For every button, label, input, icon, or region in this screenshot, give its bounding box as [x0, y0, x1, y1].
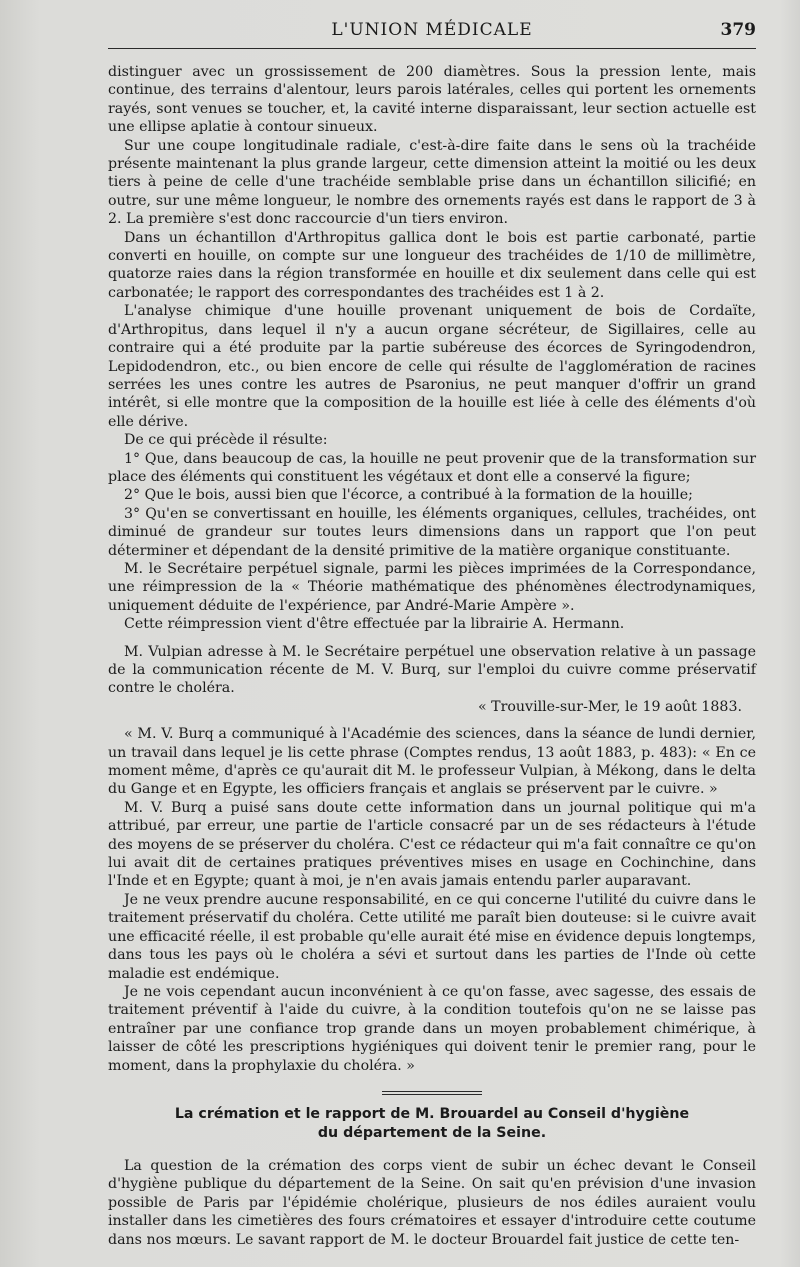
section-divider	[382, 1091, 482, 1095]
paragraph: La question de la crémation des corps vient de subir un échec devant le Conseil d'hygiène publique du département de la Seine. On sait qu'en prévision d'une invasion possible de Paris par l'épidémie cholérique, plusieurs de nos édiles auraient voulu installer dans les cimetières des fours crématoires et essayer d'introduire cette coutume dans nos mœurs. Le savant rapport de M. le docteur Brouardel fait justice de cette ten-	[108, 1157, 756, 1248]
paragraph: M. Vulpian adresse à M. le Secrétaire perpétuel une observation relative à un passage de la communication récente de M. V. Burq, sur l'emploi du cuivre comme préservatif contre le choléra.	[108, 643, 756, 697]
section-title-line: du département de la Seine.	[317, 1124, 547, 1141]
list-item: 2° Que le bois, aussi bien que l'écorce, a contribué à la formation de la houille;	[124, 487, 693, 504]
paragraph: Je ne vois cependant aucun inconvénient à ce qu'on fasse, avec sagesse, des essais de traitement préventif à l'aide du cuivre, à la condition toutefois qu'on ne se laisse pas entraîner par une confiance trop grande dans un moyen probablement chimérique, à laisser de côté les prescriptions hygiéniques qui doivent tenir le premier rang, pour le moment, dans la prophylaxie du choléra. »	[108, 983, 756, 1074]
section-title-line: La crémation et le rapport de M. Brouardel au Conseil d'hygiène	[174, 1105, 690, 1122]
paragraph: Cette réimpression vient d'être effectuée par la librairie A. Hermann.	[124, 616, 625, 633]
paragraph: De ce qui précède il résulte:	[124, 432, 328, 449]
list-item: 3° Qu'en se convertissant en houille, les éléments organiques, cellules, trachéides, ont diminué de grandeur sur toutes leurs dimensions dans un rapport que l'on peut déterminer et dépendant de la densité primitive de la matière organique constituante.	[108, 505, 756, 559]
page-number: 379	[720, 20, 756, 40]
paragraph: « M. V. Burq a communiqué à l'Académie des sciences, dans la séance de lundi dernier, un travail dans lequel je lis cette phrase (Comptes rendus, 13 août 1883, p. 483): « En ce moment même, d'après ce qu'aurait dit M. le professeur Vulpian, à Mékong, dans le delta du Gange et en Egypte, les officiers français et anglais se préservent par le cuivre. »	[108, 726, 756, 798]
paragraph: Dans un échantillon d'Arthropitus gallica dont le bois est partie carbonaté, partie converti en houille, on compte sur une longueur des trachéides de 1/10 de millimètre, quatorze raies dans la région transformée en houille et dix seulement dans celle qui est carbonatée; le rapport des correspondantes des trachéides est 1 à 2.	[108, 229, 756, 301]
paragraph: Sur une coupe longitudinale radiale, c'est-à-dire faite dans le sens où la trachéide présente maintenant la plus grande largeur, cette dimension atteint la moitié ou les deux tiers à peine de celle d'une trachéide semblable prise dans un échantillon silicifié; en outre, sur une même longueur, le nombre des ornements rayés est dans le rapport de 3 à 2. La première s'est donc raccourcie d'un tiers environ.	[108, 137, 756, 228]
paragraph: distinguer avec un grossissement de 200 diamètres. Sous la pression lente, mais continue, des terrains d'alentour, leurs parois latérales, celles qui portent les ornements rayés, sont venues se toucher, et, la cavité interne disparaissant, leur section actuelle est une ellipse aplatie à contour sinueux.	[108, 64, 756, 136]
article-body	[108, 63, 756, 1249]
list-item: 1° Que, dans beaucoup de cas, la houille ne peut provenir que de la transformation sur place des éléments qui constituent les végétaux et dont elle a conservé la figure;	[108, 450, 756, 485]
letter-dateline: « Trouville-sur-Mer, le 19 août 1883.	[477, 698, 742, 715]
paragraph: M. V. Burq a puisé sans doute cette information dans un journal politique qui m'a attribué, par erreur, une partie de l'article consacré par un de ses rédacteurs à l'étude des moyens de se préserver du choléra. C'est ce rédacteur qui m'a fait connaître ce qu'on lui avait dit de certaines pratiques préventives mises en usage en Cochinchine, dans l'Inde et en Egypte; quant à moi, je n'en avais jamais entendu parler auparavant.	[108, 799, 756, 890]
running-header	[108, 18, 756, 49]
paragraph: Je ne veux prendre aucune responsabilité, en ce qui concerne l'utilité du cuivre dans le traitement préservatif du choléra. Cette utilité me paraît bien douteuse: si le cuivre avait une efficacité réelle, il est probable qu'elle aurait été mise en évidence depuis longtemps, dans tous les pays où le choléra a sévi et surtout dans les parties de l'Inde où cette maladie est endémique.	[108, 891, 756, 982]
paragraph: M. le Secrétaire perpétuel signale, parmi les pièces imprimées de la Correspondance, une réimpression de la « Théorie mathématique des phénomènes électrodynamiques, uniquement déduite de l'expérience, par André-Marie Ampère ».	[108, 560, 756, 614]
journal-title: L'UNION MÉDICALE	[331, 20, 533, 40]
section-title	[108, 1105, 756, 1143]
paragraph: L'analyse chimique d'une houille provenant uniquement de bois de Cordaïte, d'Arthropitus, dans lequel il n'y a aucun organe sécréteur, de Sigillaires, celle au contraire qui a été produite par la partie subéreuse des écorces de Syringodendron, Lepidodendron, etc., ou bien encore de celle qui résulte de l'agglomération de racines serrées les unes contre les autres de Psaronius, ne peut manquer d'offrir un grand intérêt, si elle montre que la composition de la houille est liée à celle des éléments d'où elle dérive.	[108, 303, 756, 430]
